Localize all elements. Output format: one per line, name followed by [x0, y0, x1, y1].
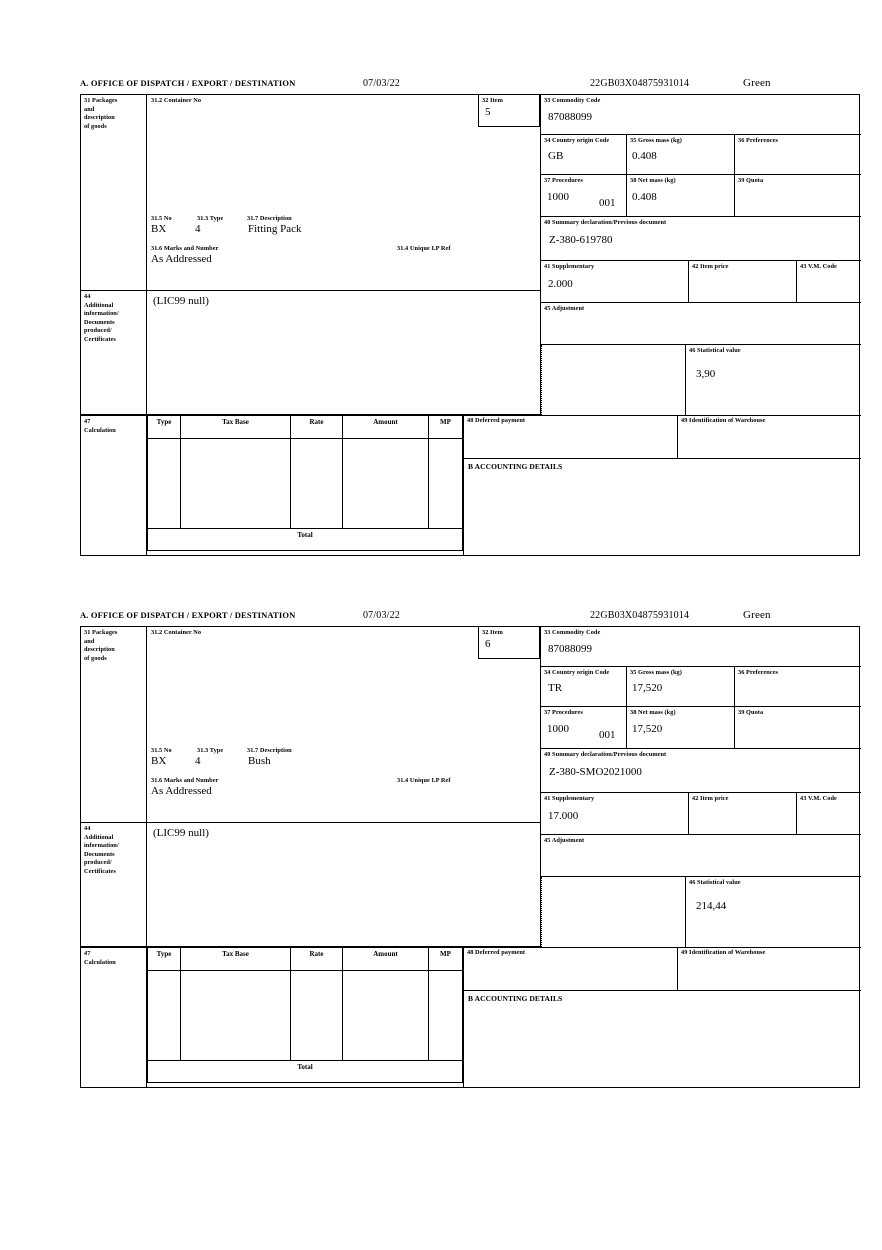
box40-previous-document: [541, 217, 861, 261]
box36-label: 36 Preferences: [738, 137, 778, 144]
box37-label-2: 37 Procedures: [544, 709, 583, 716]
box44-label-line2: Additional: [84, 301, 114, 309]
net-mass-value-2: 17,520: [632, 722, 663, 735]
box39-quota-2: [735, 707, 861, 749]
box43-label-2: 43 V.M. Code: [800, 795, 837, 802]
packages-description-value-2: Bush: [248, 755, 271, 767]
movement-reference-number-2: 22GB03X04875931014: [590, 610, 690, 621]
box44-label-line2-2: Additional: [84, 833, 114, 841]
box31-label-line2: and: [84, 105, 95, 113]
box31-3-label-2: 31.3 Type: [197, 747, 224, 754]
box41-label-2: 41 Supplementary: [544, 795, 595, 802]
box46-statistical-value-2: [685, 877, 861, 947]
calc-col-taxbase-header: Tax Base: [181, 415, 291, 439]
country-origin-value: GB: [548, 149, 564, 162]
box31-label-line2-2: and: [84, 637, 95, 645]
item-number-value: 5: [485, 105, 491, 118]
box45-dotted-divider-2: [541, 877, 542, 947]
box31-bottom-divider: [81, 95, 540, 291]
box38-label: 38 Net mass (kg): [630, 177, 676, 184]
calc-col-amount-header-2: Amount: [343, 947, 429, 971]
office-of-dispatch-label-2: A. OFFICE OF DISPATCH / EXPORT / DESTINATION: [80, 610, 296, 620]
box38-net-mass: [627, 175, 735, 217]
vm-code-value-2: [797, 804, 861, 810]
calc-col-rate-body-2: [291, 971, 343, 1061]
box38-net-mass-2: [627, 707, 735, 749]
box41-label: 41 Supplementary: [544, 263, 595, 270]
box46-label-2: 46 Statistical value: [689, 879, 741, 886]
box44-label-line6: Certificates: [84, 335, 116, 343]
calc-col-mp-header-2: MP: [429, 947, 463, 971]
box31-label-line1: 31 Packages: [84, 97, 118, 104]
box31-6-label-2: 31.6 Marks and Number: [151, 777, 219, 784]
box31-4-label-2: 31.4 Unique I.P Ref: [397, 777, 451, 784]
box40-label-2: 40 Summary declaration/Previous document: [544, 751, 667, 758]
additional-information-value-2: (LIC99 null): [153, 827, 209, 839]
box44-label-line1-2: 44: [84, 825, 91, 832]
box37-label: 37 Procedures: [544, 177, 583, 184]
declaration-box-2: [80, 626, 860, 1088]
box31-7-label: 31.7 Description: [247, 215, 292, 222]
marks-and-number-value: As Addressed: [151, 253, 212, 265]
box32-item-2: [478, 627, 540, 659]
box48-deferred-payment: [463, 415, 677, 459]
preferences-value: [735, 146, 861, 150]
box49-warehouse-2: [677, 947, 861, 991]
calc-col-mp-body: [429, 439, 463, 529]
box46-statistical-value: [685, 345, 861, 415]
box45-adjustment-2: [541, 835, 861, 877]
box-b-accounting-details-2: [463, 991, 861, 1088]
box44-label-line1: 44: [84, 293, 91, 300]
calc-col-amount-body-2: [343, 971, 429, 1061]
procedures-value-2: 001: [599, 197, 616, 209]
packages-no-value: BX: [151, 223, 167, 235]
box34-country-origin: [541, 135, 627, 175]
box31-label-line3-2: description: [84, 646, 115, 653]
box34-label: 34 Country origin Code: [544, 137, 610, 144]
preferences-value-2: [735, 678, 861, 682]
box38-label-2: 38 Net mass (kg): [630, 709, 676, 716]
box49-warehouse: [677, 415, 861, 459]
box42-label: 42 Item price: [692, 263, 729, 270]
box45-label-2: 45 Adjustment: [544, 837, 585, 844]
quota-value: [735, 186, 861, 191]
procedures-value-2-2: 001: [599, 729, 616, 741]
calc-col-type-header: Type: [147, 415, 181, 439]
box31-7-label-2: 31.7 Description: [247, 747, 292, 754]
box41-supplementary: [541, 261, 689, 303]
commodity-code-value: 87088099: [548, 110, 592, 123]
box46-label: 46 Statistical value: [689, 347, 741, 354]
box35-label-2: 35 Gross mass (kg): [630, 669, 682, 676]
previous-document-value-2: Z-380-SMO2021000: [549, 765, 642, 778]
box37-procedures-2: [541, 707, 627, 749]
declaration-date-2: 07/03/22: [363, 610, 400, 621]
box-b-accounting-details: [463, 459, 861, 556]
box31-label-line1-2: 31 Packages: [84, 629, 118, 636]
box47-label-line1-2: 47: [84, 950, 91, 957]
box32-label-2: 32 Item: [482, 629, 503, 636]
accounting-details-label: B ACCOUNTING DETAILS: [468, 462, 563, 471]
box31-3-label: 31.3 Type: [197, 215, 224, 222]
adjustment-value: [541, 314, 861, 320]
box44-label-line4: Documents: [84, 318, 115, 326]
box31-bottom-divider-2: [81, 627, 540, 823]
calc-col-rate-body: [291, 439, 343, 529]
box45-label: 45 Adjustment: [544, 305, 585, 312]
packages-description-value: Fitting Pack: [248, 223, 302, 235]
box49-label-2: 49 Identification of Warehouse: [681, 949, 766, 956]
box31-2-label-2: 31.2 Container No: [151, 629, 202, 636]
box31-4-label: 31.4 Unique I.P Ref: [397, 245, 451, 252]
commodity-code-value-2: 87088099: [548, 642, 592, 655]
box36-label-2: 36 Preferences: [738, 669, 778, 676]
supplementary-value: 2.000: [548, 277, 573, 290]
gross-mass-value: 0.408: [632, 149, 657, 162]
statistical-value-value: 3,90: [696, 367, 716, 380]
box31-label-line3: description: [84, 114, 115, 121]
calc-col-rate-header: Rate: [291, 415, 343, 439]
sheet-header-1: [80, 78, 862, 94]
box34-country-origin-2: [541, 667, 627, 707]
item-number-value-2: 6: [485, 637, 491, 650]
procedures-value-1: 1000: [547, 190, 569, 203]
box48-deferred-payment-2: [463, 947, 677, 991]
box44-label-line3-2: information/: [84, 842, 119, 849]
packages-no-value-2: BX: [151, 755, 167, 767]
box31-5-label: 31.5 No: [151, 215, 172, 222]
calc-col-taxbase-body-2: [181, 971, 291, 1061]
box47-left-divider-2: [81, 947, 147, 1088]
calc-total-row-2: Total: [147, 1061, 463, 1083]
box44-label-2: [81, 823, 147, 947]
marks-and-number-value-2: As Addressed: [151, 785, 212, 797]
box40-previous-document-2: [541, 749, 861, 793]
box32-item: [478, 95, 540, 127]
packages-type-value: 4: [195, 223, 201, 235]
box35-label: 35 Gross mass (kg): [630, 137, 682, 144]
box32-label: 32 Item: [482, 97, 503, 104]
declaration-sheet-1: [80, 78, 862, 556]
procedures-value-1-2: 1000: [547, 722, 569, 735]
box34-label-2: 34 Country origin Code: [544, 669, 610, 676]
box44-label-line5: produced/: [84, 327, 112, 334]
box44-label-line6-2: Certificates: [84, 867, 116, 875]
box47-left-divider: [81, 415, 147, 556]
box44-label-line4-2: Documents: [84, 850, 115, 858]
calc-col-rate-header-2: Rate: [291, 947, 343, 971]
box39-label: 39 Quota: [738, 177, 764, 184]
box45-dotted-divider: [541, 345, 542, 415]
box45-adjustment: [541, 303, 861, 345]
gross-mass-value-2: 17,520: [632, 681, 663, 694]
adjustment-value-2: [541, 846, 861, 852]
box31-label-line4-2: of goods: [84, 654, 107, 662]
box42-item-price: [689, 261, 797, 303]
box41-supplementary-2: [541, 793, 689, 835]
previous-document-value: Z-380-619780: [549, 233, 613, 246]
calc-col-amount-body: [343, 439, 429, 529]
calc-total-row: Total: [147, 529, 463, 551]
box49-label: 49 Identification of Warehouse: [681, 417, 766, 424]
box42-item-price-2: [689, 793, 797, 835]
calc-col-taxbase-header-2: Tax Base: [181, 947, 291, 971]
box43-vm-code: [797, 261, 861, 303]
calc-col-type-header-2: Type: [147, 947, 181, 971]
routing-lane-2: Green: [743, 609, 771, 621]
box33-commodity-code-2: [541, 627, 861, 667]
item-price-value: [689, 272, 796, 278]
movement-reference-number: 22GB03X04875931014: [590, 78, 690, 89]
calc-col-amount-header: Amount: [343, 415, 429, 439]
declaration-date: 07/03/22: [363, 78, 400, 89]
box44-label: [81, 291, 147, 415]
box42-label-2: 42 Item price: [692, 795, 729, 802]
calc-col-type-body-2: [147, 971, 181, 1061]
box31-5-label-2: 31.5 No: [151, 747, 172, 754]
box39-quota: [735, 175, 861, 217]
box39-label-2: 39 Quota: [738, 709, 764, 716]
box47-label-line1: 47: [84, 418, 91, 425]
calc-col-type-body: [147, 439, 181, 529]
box44-label-line5-2: produced/: [84, 859, 112, 866]
box33-commodity-code: [541, 95, 861, 135]
additional-information-value: (LIC99 null): [153, 295, 209, 307]
declaration-sheet-2: [80, 610, 862, 1088]
calc-col-taxbase-body: [181, 439, 291, 529]
box47-label-line2-2: Calculation: [84, 958, 116, 966]
box33-label-2: 33 Commodity Code: [544, 629, 601, 636]
box43-label: 43 V.M. Code: [800, 263, 837, 270]
box43-vm-code-2: [797, 793, 861, 835]
country-origin-value-2: TR: [548, 681, 563, 694]
box40-label: 40 Summary declaration/Previous document: [544, 219, 667, 226]
box44-label-line3: information/: [84, 310, 119, 317]
box35-gross-mass-2: [627, 667, 735, 707]
calc-col-mp-body-2: [429, 971, 463, 1061]
box48-label: 48 Deferred payment: [467, 417, 526, 424]
sheet-header-2: [80, 610, 862, 626]
routing-lane: Green: [743, 77, 771, 89]
box31-2-label: 31.2 Container No: [151, 97, 202, 104]
box31-label-line4: of goods: [84, 122, 107, 130]
box31-6-label: 31.6 Marks and Number: [151, 245, 219, 252]
net-mass-value: 0.408: [632, 190, 657, 203]
box35-gross-mass: [627, 135, 735, 175]
box44-content-2: [147, 823, 540, 947]
accounting-details-label-2: B ACCOUNTING DETAILS: [468, 994, 563, 1003]
box47-label-line2: Calculation: [84, 426, 116, 434]
box36-preferences-2: [735, 667, 861, 707]
quota-value-2: [735, 718, 861, 723]
declaration-box-1: [80, 94, 860, 556]
box37-procedures: [541, 175, 627, 217]
office-of-dispatch-label: A. OFFICE OF DISPATCH / EXPORT / DESTINATION: [80, 78, 296, 88]
box36-preferences: [735, 135, 861, 175]
box33-label: 33 Commodity Code: [544, 97, 601, 104]
packages-type-value-2: 4: [195, 755, 201, 767]
item-price-value-2: [689, 804, 796, 810]
calc-col-mp-header: MP: [429, 415, 463, 439]
statistical-value-value-2: 214,44: [696, 899, 727, 912]
box48-label-2: 48 Deferred payment: [467, 949, 526, 956]
box44-content: [147, 291, 540, 415]
vm-code-value: [797, 272, 861, 278]
supplementary-value-2: 17.000: [548, 809, 579, 822]
